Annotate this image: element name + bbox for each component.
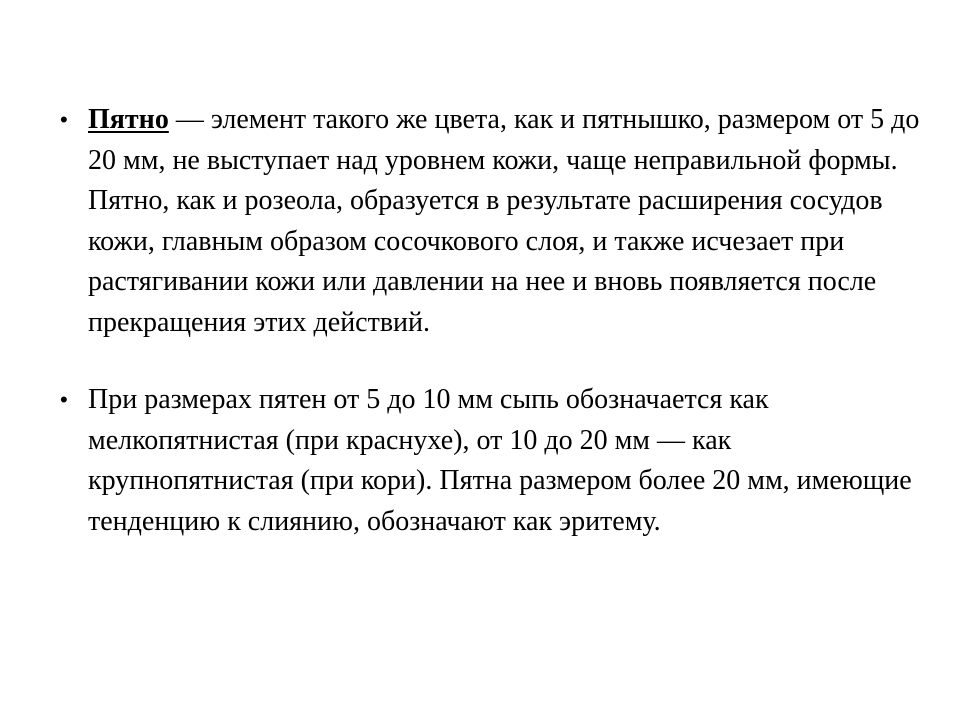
bullet-marker: • — [60, 387, 68, 412]
bullet-marker: • — [60, 107, 68, 132]
bullet-list — [60, 100, 920, 542]
bullet-text-1: — элемент такого же цвета, как и пятнышко, размером от 5 до 20 мм, не выступает над уровнем кожи, чаще неправильной формы. Пятно, как и розеола, образуется в результате расширения сосудов кожи, главным образом сосочкового слоя, и также исчезает при растягивании кожи или давлении на нее и вновь появляется после прекращения этих действий. — [88, 104, 920, 338]
bullet-text-2: При размерах пятен от 5 до 10 мм сыпь обозначается как мелкопятнистая (при краснухе), от 10 до 20 мм — как крупнопятнистая (при кори). Пятна размером более 20 мм, имеющие тенденцию к слиянию, обозначают как эритему. — [88, 384, 912, 537]
term-spot: Пятно — [88, 104, 169, 135]
bullet-item-spot-sizes — [60, 380, 920, 542]
bullet-item-spot-definition — [60, 100, 920, 343]
